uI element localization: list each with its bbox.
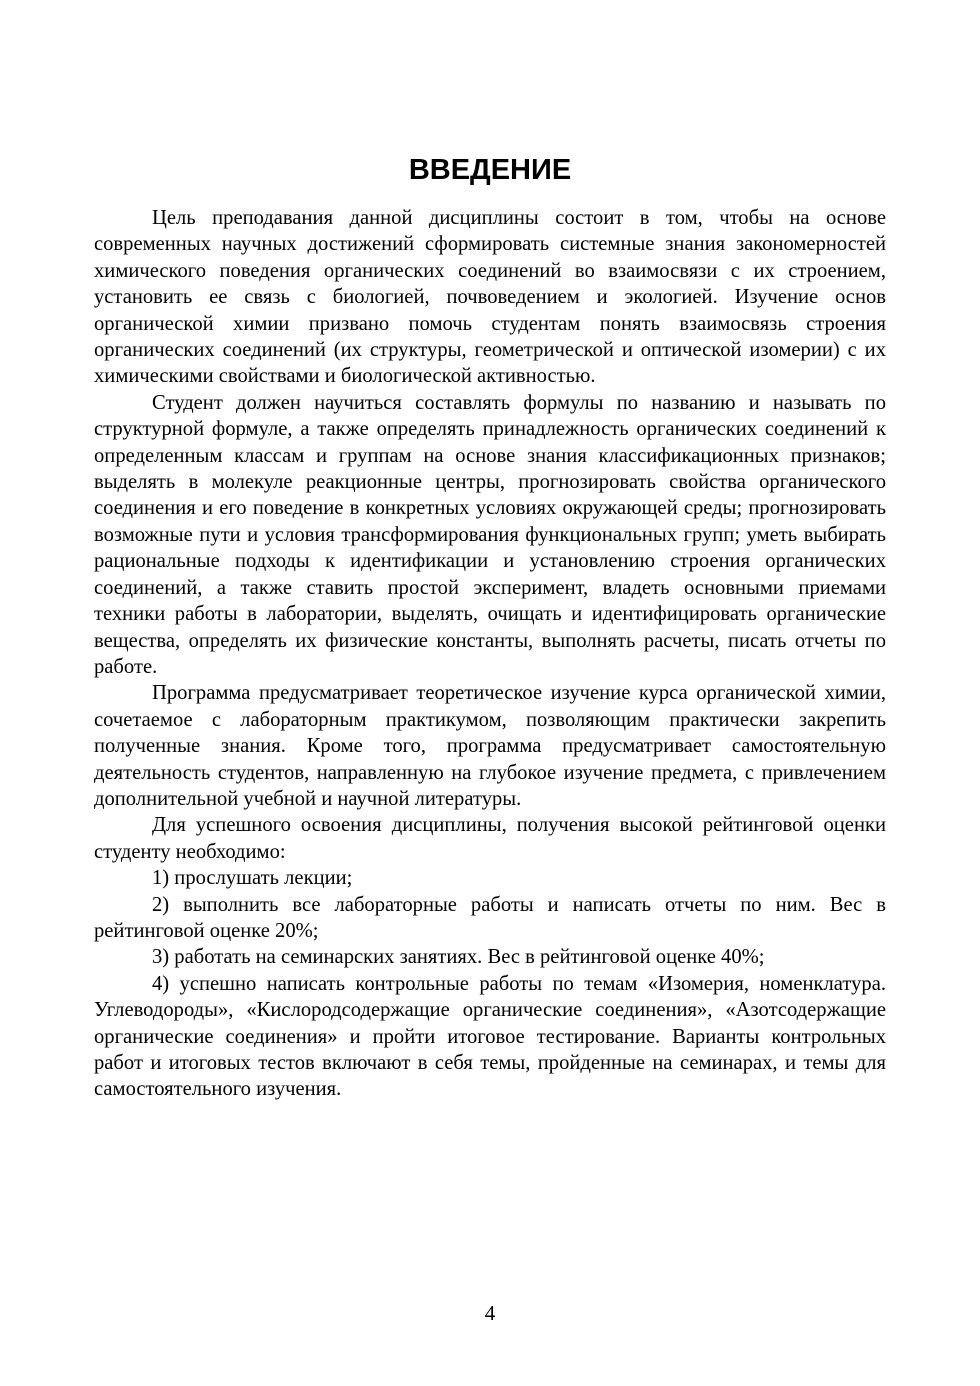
list-item-seminars: 3) работать на семинарских занятиях. Вес в рейтинговой оценке 40%; <box>152 946 765 969</box>
page-number: 4 <box>484 1301 496 1325</box>
list-item-lectures: 1) прослушать лекции; <box>152 867 353 890</box>
body-text <box>94 205 886 1103</box>
paragraph-requirements-intro: Для успешного освоения дисциплины, получения высокой рейтинговой оценки студенту необходимо: <box>94 814 886 863</box>
paragraph-program: Программа предусматривает теоретическое изучение курса органической химии, сочетаемое с лабораторным практикумом, позволяющим практически закрепить полученные знания. Кроме того, программа предусматривает самостоятельную деятельность студентов, направленную на глубокое изучение предмета, с привлечением дополнительной учебной и научной литературы. <box>94 682 886 810</box>
list-item-lab-works: 2) выполнить все лабораторные работы и написать отчеты по ним. Вес в рейтинговой оценке 20%; <box>94 893 886 942</box>
paragraph-goal: Цель преподавания данной дисциплины состоит в том, чтобы на основе современных научных достижений сформировать системные знания закономерностей химического поведения органических соединений во взаимосвязи с их строением, установить ее связь с биологией, почвоведением и экологией. Изучение основ органической химии призвано помочь студентам понять взаимосвязь строения органических соединений (их структуры, геометрической и оптической изомерии) с их химическими свойствами и биологической активностью. <box>94 207 886 388</box>
page-title: ВВЕДЕНИЕ <box>408 154 572 186</box>
list-item-tests: 4) успешно написать контрольные работы по темам «Изомерия, номенклатура. Углеводороды», «Кислородсодержащие органические соединения», «Азотсодержащие органические соединения» и пройти итоговое тестирование. Варианты контрольных работ и итоговых тестов включают в себя темы, пройденные на семинарах, и темы для самостоятельного изучения. <box>94 972 886 1101</box>
paragraph-student-skills: Студент должен научиться составлять формулы по названию и называть по структурной формуле, а также определять принадлежность органических соединений к определенным классам и группам на основе знания классификационных признаков; выделять в молекуле реакционные центры, прогнозировать свойства органического соединения и его поведение в конкретных условиях окружающей среды; прогнозировать возможные пути и условия трансформирования функциональных групп; уметь выбирать рациональные подходы к идентификации и установлению строения органических соединений, а также ставить простой эксперимент, владеть основными приемами техники работы в лаборатории, выделять, очищать и идентифицировать органические вещества, определять их физические константы, выполнять расчеты, писать отчеты по работе. <box>94 391 886 678</box>
